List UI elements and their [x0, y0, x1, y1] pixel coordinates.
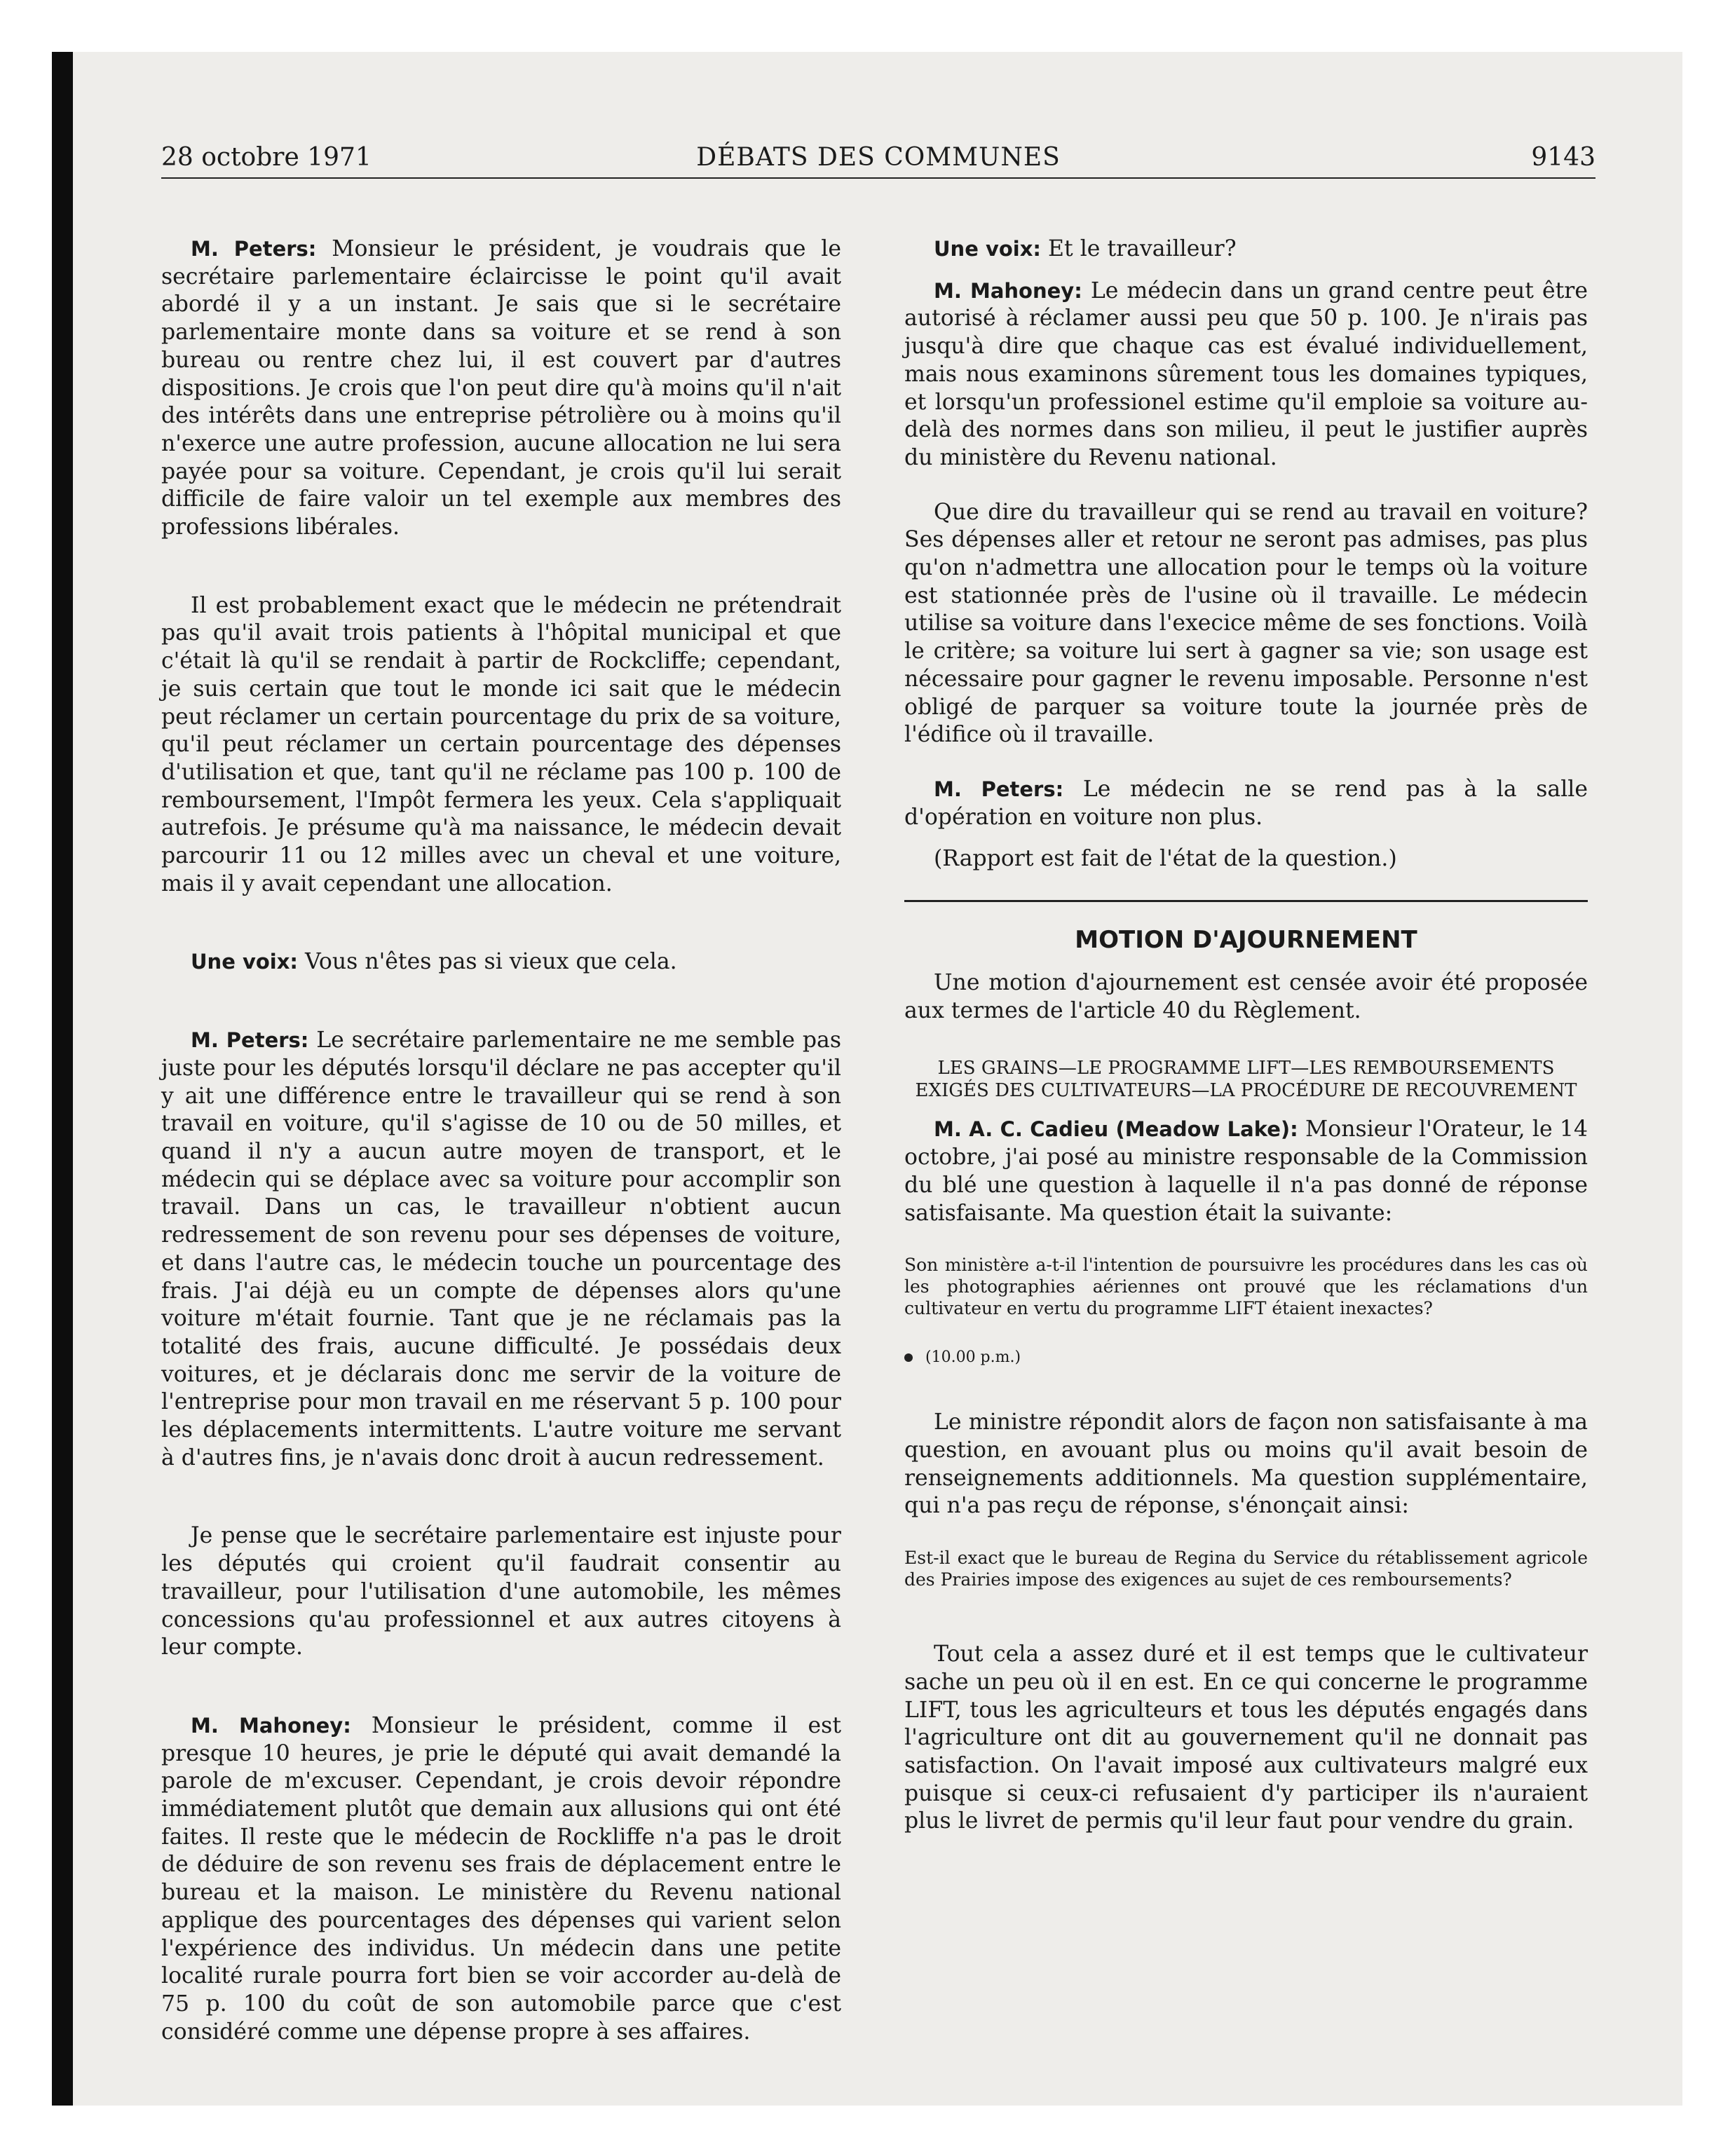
page-header — [161, 142, 1595, 179]
block-quote: Est-il exact que le bureau de Regina du Service du rétablissement agricole des Prairies impose des exigences au sujet de ces remboursements? — [904, 1548, 1588, 1590]
speaker-name: M. Peters: — [191, 1028, 309, 1053]
header-title: DÉBATS DES COMMUNES — [696, 143, 1061, 172]
speaker-name: M. A. C. Cadieu (Meadow Lake): — [934, 1117, 1298, 1142]
paragraph: M. Mahoney: Le médecin dans un grand centre peut être autorisé à réclamer aussi peu que 50 p. 100. Je n'irais pas jusqu'à dire que chaque cas est évalué individuellement, mais nous examinons sûrement tous les domaines typiques, et lorsqu'un professionel estime qu'il emploie sa voiture au-delà des normes dans son milieu, il peut le justifier auprès du ministère du Revenu national. — [904, 278, 1588, 470]
speaker-name: Une voix: — [191, 950, 299, 974]
paragraph: M. Peters: Monsieur le président, je voudrais que le secrétaire parlementaire éclaircisse le point qu'il avait abordé il y a un instant. Je sais que si le secrétaire parlementaire monte dans sa voiture et se rend à son bureau ou rentre chez lui, il est couvert par d'autres dispositions. Je crois que l'on peut dire qu'à moins qu'il n'ait des intérêts dans une entreprise pétrolière ou à moins qu'il n'exerce une autre profession, aucune allocation ne lui sera payée pour sa voiture. Cependant, je crois qu'il lui serait difficile de faire valoir un tel exemple aux membres des professions libérales. — [161, 236, 841, 540]
paragraph: M. Mahoney: Monsieur le président, comme il est presque 10 heures, je prie le député qui avait demandé la parole de m'excuser. Cependant, je crois devoir répondre immédiatement plutôt que demain aux allusions qui ont été faites. Il reste que le médecin de Rockliffe n'a pas le droit de déduire de son revenu ses frais de déplacement entre le bureau et la maison. Le ministère du Revenu national applique des pourcentages des dépenses qui varient selon l'expérience des individus. Un médecin dans une petite localité rurale pourra fort bien se voir accorder au-delà de 75 p. 100 du coût de son automobile parce que c'est considéré comme une dépense propre à ses affaires. — [161, 1712, 841, 2045]
paragraph: (Rapport est fait de l'état de la question.) — [934, 846, 1397, 872]
paragraph: Tout cela a assez duré et il est temps que le cultivateur sache un peu où il en est. En ce qui concerne le programme LIFT, tous les agriculteurs et tous les députés engagés dans l'agriculture ont dit au gouvernement qu'il ne donnait pas satisfaction. On l'avait imposé aux cultivateurs malgré eux puisque si ceux-ci refusaient d'y participer ils n'auraient plus le livret de permis qu'il leur faut pour vendre du grain. — [904, 1642, 1588, 1834]
timestamp: (10.00 p.m.) — [904, 1347, 1588, 1368]
paragraph: Le ministre répondit alors de façon non satisfaisante à ma question, en avouant plus ou moins qu'il avait besoin de renseignements additionnels. Ma question supplémentaire, qui n'a pas reçu de réponse, s'énonçait ainsi: — [904, 1410, 1588, 1519]
page-number: 9143 — [1531, 143, 1595, 172]
paragraph: M. Peters: Le secrétaire parlementaire ne me semble pas juste pour les députés lorsqu'il déclare ne pas accepter qu'il y ait une différence entre le travailleur qui se rend à son travail en voiture, qu'il s'agisse de 10 ou de 50 milles, et quand il n'y a aucun autre moyen de transport, et le médecin qui se déplace avec sa voiture pour accomplir son travail. Dans un cas, le travailleur n'obtient aucun redressement de son revenu pour ses dépenses de voiture, et dans l'autre cas, le médecin touche un pourcentage des frais. J'ai déjà eu un compte de dépenses alors qu'une voiture m'était fournie. Tant que je ne réclamais pas la totalité des frais, aucune difficulté. Je possédais deux voitures, et je déclarais donc me servir de la voiture de l'entreprise pour mon travail en me réservant 5 p. 100 pour les déplacements intermittents. L'autre voiture me servant à d'autres fins, je n'avais donc droit à aucun redressement. — [161, 1028, 841, 1471]
paragraph: Une voix: Vous n'êtes pas si vieux que cela. — [191, 949, 677, 975]
header-date: 28 octobre 1971 — [161, 143, 372, 172]
bullet-icon — [904, 1353, 913, 1362]
right-column — [904, 236, 1588, 1836]
paragraph: Il est probablement exact que le médecin ne prétendrait pas qu'il avait trois patients à l'hôpital municipal et que c'était là qu'il se rendait à partir de Rockcliffe; cependant, je suis certain que tout le monde ici sait que le médecin peut réclamer un certain pourcentage du prix de sa voiture, qu'il peut réclamer un certain pourcentage des dépenses d'utilisation et que, tant qu'il ne réclame pas 100 p. 100 de remboursement, l'Impôt fermera les yeux. Cela s'appliquait autrefois. Je présume qu'à ma naissance, le médecin devait parcourir 11 ou 12 milles avec un cheval et une voiture, mais il y avait cependant une allocation. — [161, 592, 841, 896]
paragraph: Je pense que le secrétaire parlementaire est injuste pour les députés qui croient qu'il faudrait consentir au travailleur, pour l'utilisation d'une automobile, les mêmes concessions qu'au professionnel et aux autres citoyens à leur compte. — [161, 1523, 841, 1660]
paragraph: M. Peters: Le médecin ne se rend pas à la salle d'opération en voiture non plus. — [904, 776, 1588, 830]
speaker-name: Une voix: — [934, 237, 1042, 261]
paragraph: Une motion d'ajournement est censée avoir été proposée aux termes de l'article 40 du Règlement. — [904, 970, 1588, 1023]
paragraph: M. A. C. Cadieu (Meadow Lake): Monsieur l'Orateur, le 14 octobre, j'ai posé au ministre responsable de la Commission du blé une question à laquelle il n'a pas donné de réponse satisfaisante. Ma question était la suivante: — [904, 1117, 1588, 1226]
block-quote: Son ministère a-t-il l'intention de poursuivre les procédures dans les cas où les photographies aériennes ont prouvé que les réclamations d'un cultivateur en vertu du programme LIFT étaient inexactes? — [904, 1255, 1588, 1319]
paragraph: Une voix: Et le travailleur? — [934, 236, 1237, 261]
scan-border — [52, 52, 73, 2106]
section-title: MOTION D'AJOURNEMENT — [1075, 926, 1417, 955]
speaker-name: M. Peters: — [934, 777, 1064, 801]
subheading: LES GRAINS—LE PROGRAMME LIFT—LES REMBOURSEMENTS EXIGÉS DES CULTIVATEURS—LA PROCÉDURE DE RECOUVREMENT — [915, 1058, 1577, 1102]
section-divider — [904, 900, 1588, 902]
left-column — [161, 236, 841, 2046]
speaker-name: M. Mahoney: — [191, 1713, 351, 1738]
speaker-name: M. Peters: — [191, 237, 317, 261]
speaker-name: M. Mahoney: — [934, 278, 1082, 303]
paragraph: Que dire du travailleur qui se rend au travail en voiture? Ses dépenses aller et retour ne seront pas admises, pas plus qu'on n'admettra une allocation pour le temps où la voiture est stationnée près de l'usine où il travaille. Le médecin utilise sa voiture dans l'execice même de ses fonctions. Voilà le critère; sa voiture lui sert à gagner sa vie; son usage est nécessaire pour gagner le revenu imposable. Personne n'est obligé de parquer sa voiture toute la journée près de l'édifice où il travaille. — [904, 499, 1588, 748]
